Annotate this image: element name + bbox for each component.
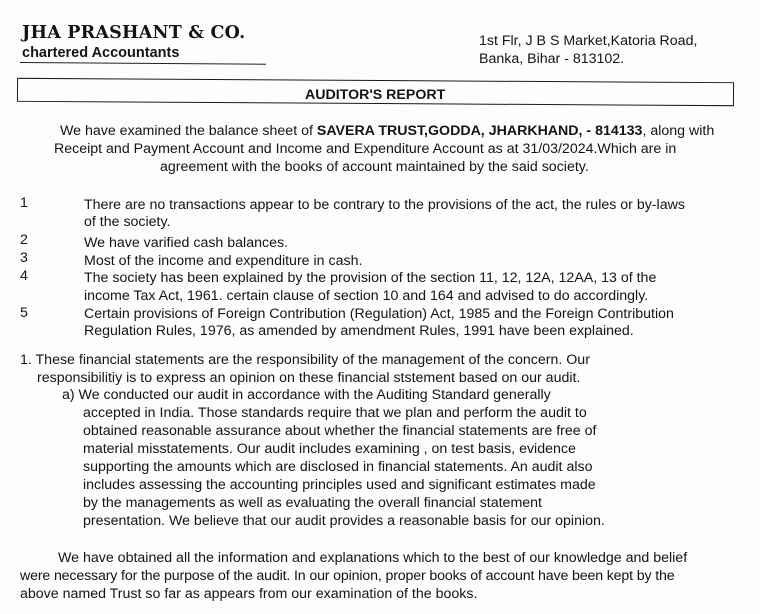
sub-a-line-4: material misstatements. Our audit includes examining , on test basis, evidence [83,441,576,457]
header-underline [20,62,266,65]
item-5-line-2: Regulation Rules, 1976, as amended by amendment Rules, 1991 have been explained. [84,323,634,339]
item-1-line-2: of the society. [84,214,171,230]
item-5-line-1: Certain provisions of Foreign Contribution (Regulation) Act, 1985 and the Foreign Contribution [84,306,674,322]
entity-name: SAVERA TRUST,GODDA, JHARKHAND, - 814133 [316,123,643,139]
responsibility-line-1: 1. These financial statements are the responsibility of the management of the concern. Our [20,352,590,368]
item-number-4: 4 [20,268,28,284]
firm-name: JHA PRASHANT & CO. [22,23,246,43]
firm-subtitle: chartered Accountants [22,45,180,61]
closing-line-2: were necessary for the purpose of the audit. In our opinion, proper books of account have been kept by the [20,568,675,584]
item-number-3: 3 [20,250,28,266]
sub-a-line-6: includes assessing the accounting principles used and significant estimates made [83,477,596,493]
sub-a-line-3: obtained reasonable assurance about whether the financial statements are free of [83,423,597,439]
responsibility-line-2: responsibilitiy is to express an opinion on these financial ststement based on our audit. [37,370,581,386]
item-1-line-1: There are no transactions appear to be contrary to the provisions of the act, the rules or by-laws [84,197,685,213]
address-line-2: Banka, Bihar - 813102. [479,51,625,67]
item-4-line-1: The society has been explained by the provision of the section 11, 12, 12A, 12AA, 13 of the [84,270,657,286]
sub-a-line-5: supporting the amounts which are disclosed in financial statements. An audit also [83,459,593,475]
item-number-2: 2 [20,232,28,248]
sub-a-line-8: presentation. We believe that our audit provides a reasonable basis for our opinion. [83,513,605,529]
report-title: AUDITOR'S REPORT [305,87,446,103]
closing-line-1: We have obtained all the information and explanations which to the best of our knowledge and belief [58,550,688,566]
item-2-line-1: We have varified cash balances. [84,235,288,251]
intro-line-1-post: , along with [642,123,715,139]
item-4-line-2: income Tax Act, 1961. certain clause of section 10 and 164 and advised to do accordingly. [84,288,649,304]
sub-a-line-2: accepted in India. Those standards require that we plan and perform the audit to [83,405,587,421]
intro-line-3: agreement with the books of account maintained by the said society. [160,159,589,175]
item-number-1: 1 [20,195,28,211]
intro-line-2: Receipt and Payment Account and Income and Expenditure Account as at 31/03/2024.Which are in [54,141,677,157]
item-number-5: 5 [20,305,28,321]
sub-a-line-1: a) We conducted our audit in accordance with the Auditing Standard generally [62,387,551,403]
intro-line-1 [60,123,714,139]
intro-line-1-pre: We have examined the balance sheet of [60,123,317,139]
closing-line-3: above named Trust so far as appears from our examination of the books. [20,586,478,602]
item-3-line-1: Most of the income and expenditure in cash. [84,253,363,269]
address-line-1: 1st Flr, J B S Market,Katoria Road, [479,33,698,49]
sub-a-line-7: by the managements as well as evaluating the overall financial statement [83,495,542,511]
